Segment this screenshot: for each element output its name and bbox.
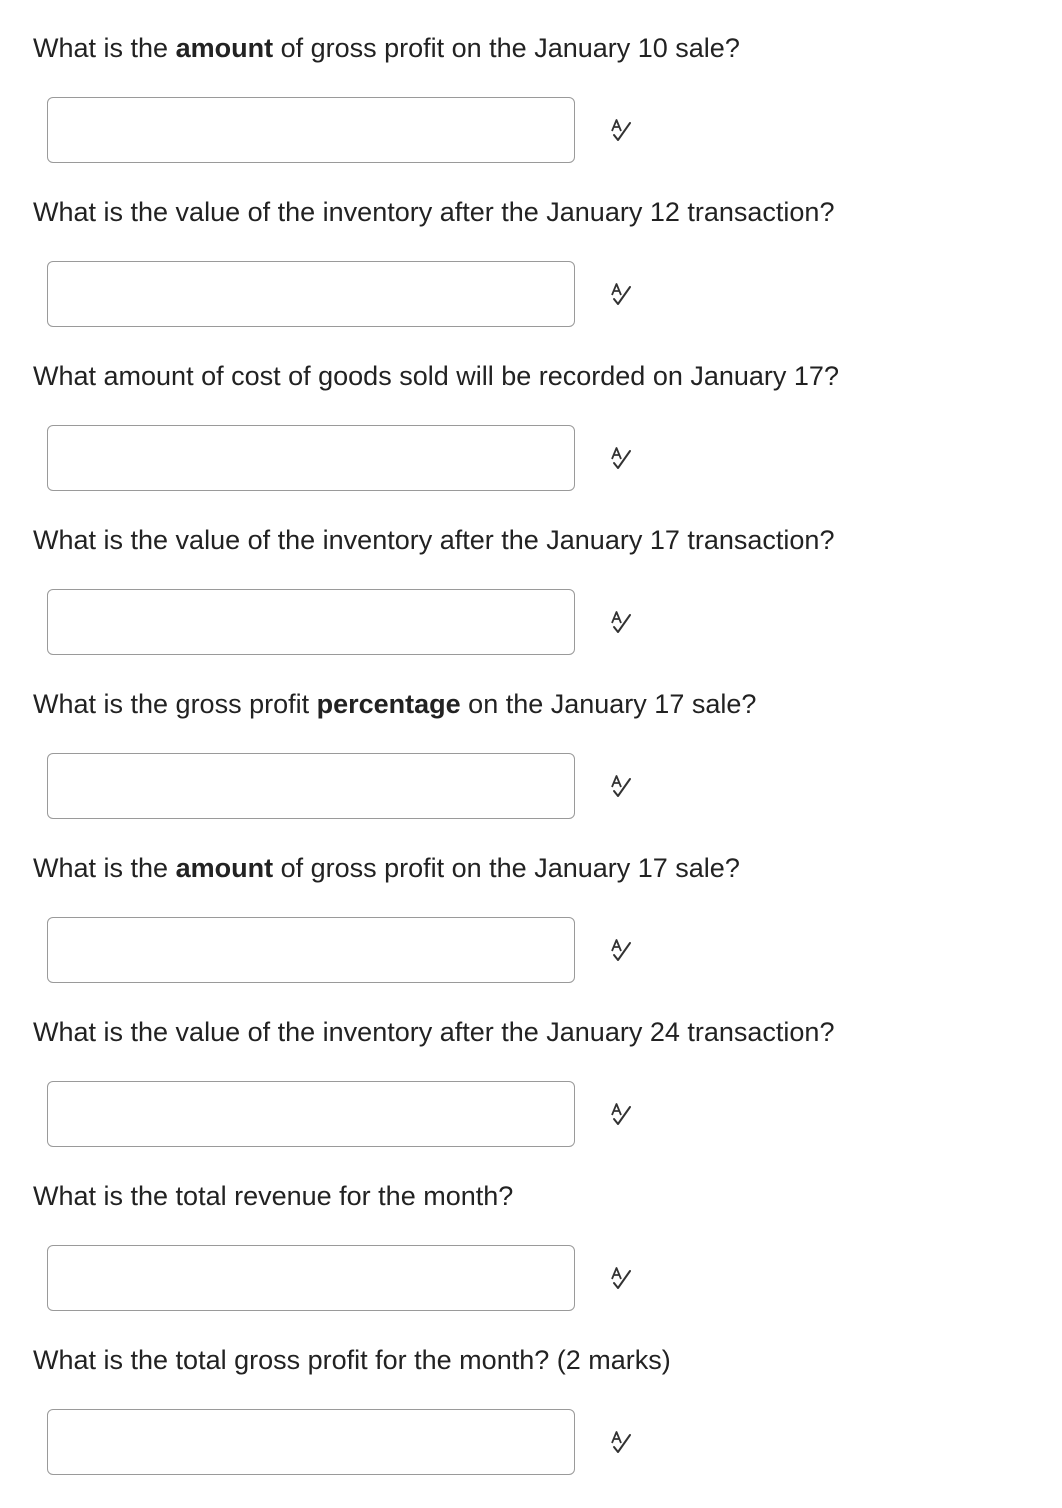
spell-check-icon[interactable] [606, 772, 634, 800]
question-block [0, 1312, 1062, 1476]
question-block [0, 1148, 1062, 1312]
question-block [0, 984, 1062, 1148]
question-block [0, 656, 1062, 820]
question-text: What is the value of the inventory after the January 17 transaction? [33, 525, 835, 555]
question-block [0, 328, 1062, 492]
question-text: What is the value of the inventory after the January 24 transaction? [33, 1017, 835, 1047]
question-text: What is the amount of gross profit on the January 17 sale? [33, 853, 740, 883]
spell-check-icon[interactable] [606, 280, 634, 308]
question-text: What is the total gross profit for the month? (2 marks) [33, 1345, 671, 1375]
question-text: What amount of cost of goods sold will be recorded on January 17? [33, 361, 839, 391]
answer-input[interactable] [47, 97, 575, 163]
spell-check-icon[interactable] [606, 608, 634, 636]
spell-check-icon[interactable] [606, 116, 634, 144]
answer-input[interactable] [47, 1245, 575, 1311]
spell-check-icon[interactable] [606, 936, 634, 964]
answer-input[interactable] [47, 589, 575, 655]
spell-check-icon[interactable] [606, 1100, 634, 1128]
spell-check-icon[interactable] [606, 1264, 634, 1292]
answer-input[interactable] [47, 1081, 575, 1147]
spell-check-icon[interactable] [606, 1428, 634, 1456]
question-block [0, 492, 1062, 656]
question-text: What is the total revenue for the month? [33, 1181, 514, 1211]
answer-input[interactable] [47, 917, 575, 983]
question-block [0, 0, 1062, 164]
answer-input[interactable] [47, 261, 575, 327]
question-block [0, 164, 1062, 328]
spell-check-icon[interactable] [606, 444, 634, 472]
answer-input[interactable] [47, 753, 575, 819]
question-text: What is the amount of gross profit on the January 10 sale? [33, 33, 740, 63]
answer-input[interactable] [47, 425, 575, 491]
question-text: What is the value of the inventory after the January 12 transaction? [33, 197, 835, 227]
answer-input[interactable] [47, 1409, 575, 1475]
question-block [0, 820, 1062, 984]
question-text: What is the gross profit percentage on the January 17 sale? [33, 689, 757, 719]
